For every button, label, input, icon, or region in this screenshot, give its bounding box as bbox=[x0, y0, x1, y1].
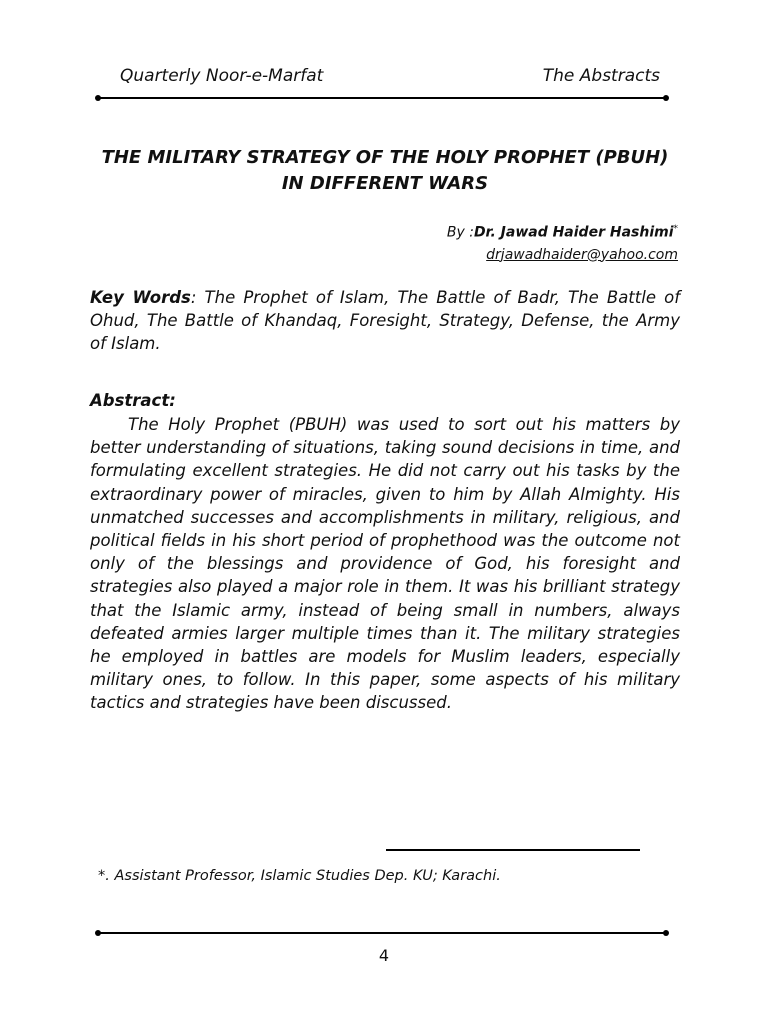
keywords-label: Key Words bbox=[90, 288, 191, 307]
footnote-marker: * bbox=[673, 224, 678, 234]
footer-rule bbox=[97, 932, 667, 934]
paper-title bbox=[70, 145, 700, 197]
footnote: *. Assistant Professor, Islamic Studies Dep. KU; Karachi. bbox=[98, 868, 501, 884]
footnote-rule bbox=[386, 849, 640, 851]
journal-name: Quarterly Noor-e-Marfat bbox=[120, 66, 324, 86]
section-name: The Abstracts bbox=[542, 66, 660, 86]
paper-title-line-2: IN DIFFERENT WARS bbox=[281, 173, 489, 194]
byline-prefix: By : bbox=[446, 224, 474, 241]
header-rule bbox=[97, 97, 667, 99]
byline bbox=[447, 218, 678, 266]
abstract-heading: Abstract: bbox=[90, 391, 176, 410]
keywords-text: : The Prophet of Islam, The Battle of Badr, The Battle of Ohud, The Battle of Khandaq, Foresight, Strategy, Defense, the Army of Islam. bbox=[90, 288, 680, 353]
author-line bbox=[447, 218, 678, 244]
author-email[interactable]: drjawadhaider@yahoo.com bbox=[486, 246, 678, 263]
abstract-text: The Holy Prophet (PBUH) was used to sort out his matters by better understanding of situations, taking sound decisions in time, and formulating excellent strategies. He did not carry out his tasks by the extraordinary power of miracles, given to him by Allah Almighty. His unmatched successes and accomplishments in military, religious, and political fields in his short period of prophethood was the outcome not only of the blessings and providence of God, his foresight and strategies also played a major role in them. It was his brilliant strategy that the Islamic army, instead of being small in numbers, always defeated armies larger multiple times than it. The military strategies he employed in battles are models for Muslim leaders, especially military ones, to follow. In this paper, some aspects of his military tactics and strategies have been discussed. bbox=[90, 415, 680, 713]
page-number: 4 bbox=[378, 946, 390, 965]
author-name: Dr. Jawad Haider Hashimi bbox=[473, 224, 674, 241]
keywords-paragraph bbox=[90, 286, 680, 355]
paper-title-line-1: THE MILITARY STRATEGY OF THE HOLY PROPHET (PBUH) bbox=[101, 147, 669, 168]
